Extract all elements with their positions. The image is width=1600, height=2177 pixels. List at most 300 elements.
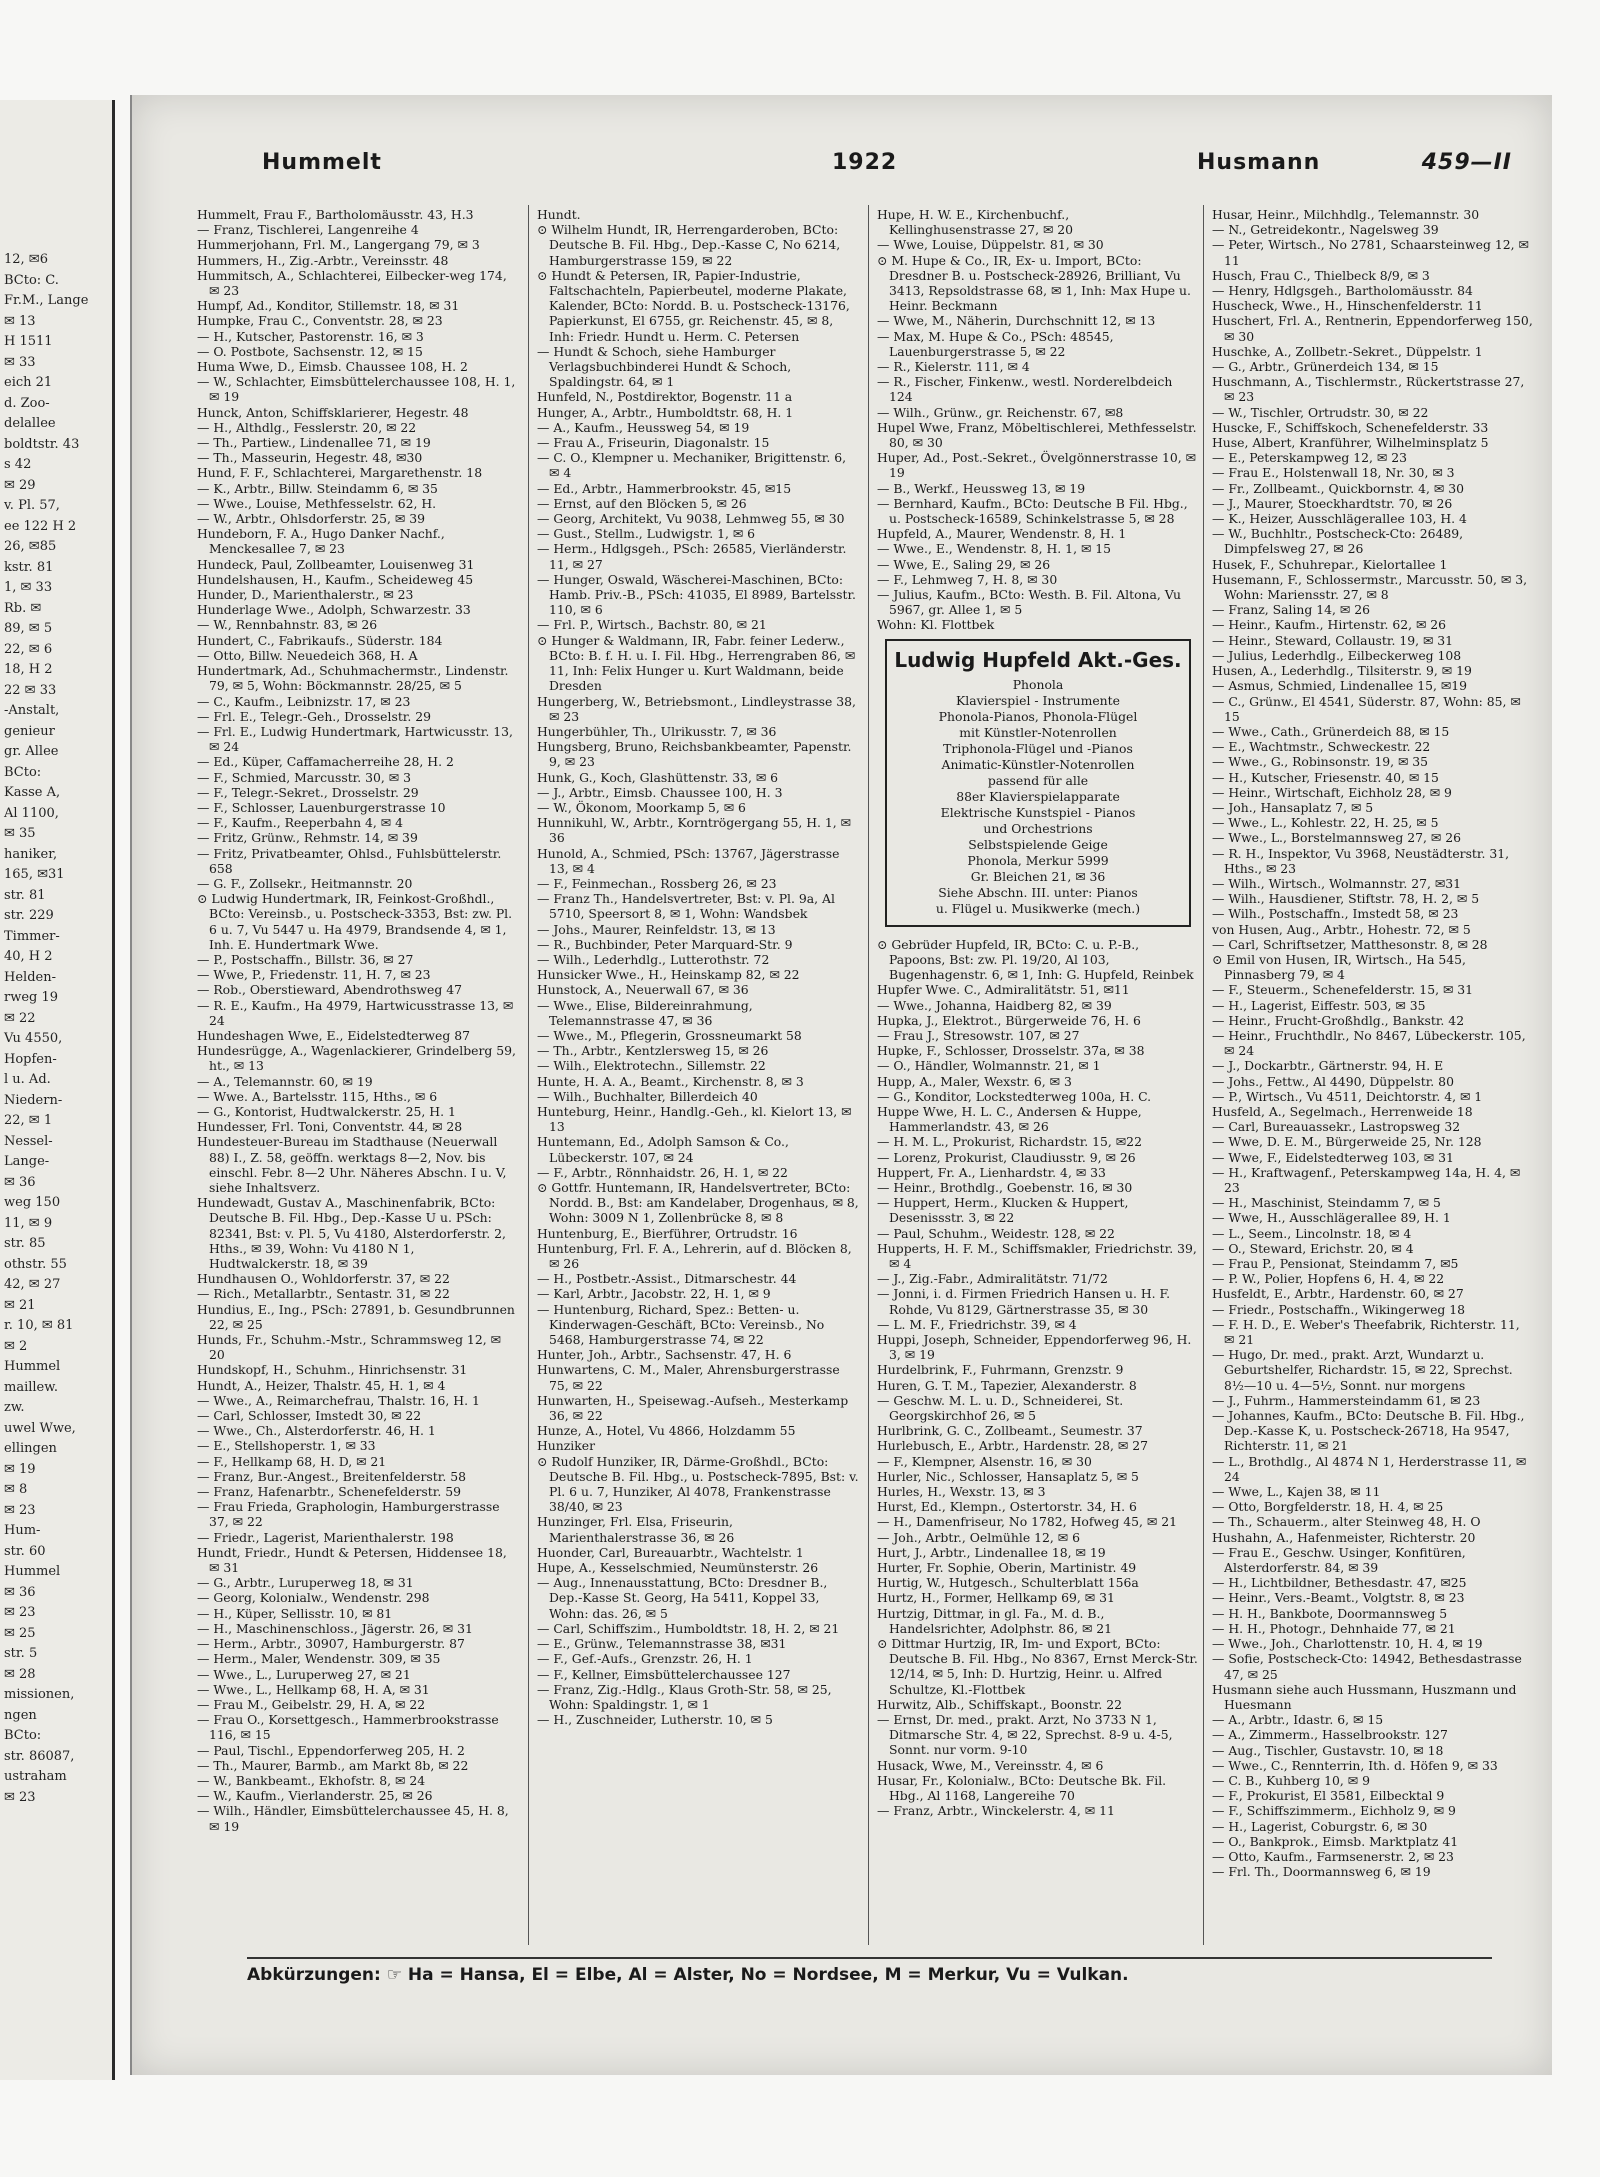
directory-entry: — Wwe., Joh., Charlottenstr. 10, H. 4, ✉ 19 — [1212, 1636, 1483, 1652]
directory-entry: — Jonni, i. d. Firmen Friedrich Hansen u. H. F. Rohde, Vu 8129, Gärtnerstrasse 35, ✉ 30 — [877, 1286, 1171, 1317]
directory-entry: — Wwe., Louise, Methfesselstr. 62, H. — [197, 495, 437, 511]
directory-entry: — C., Kaufm., Leibnizstr. 17, ✉ 23 — [197, 693, 411, 709]
directory-entry: — Karl, Arbtr., Jacobstr. 22, H. 1, ✉ 9 — [537, 1286, 771, 1302]
directory-entry: — Gust., Stellm., Ludwigstr. 1, ✉ 6 — [537, 526, 756, 542]
directory-entry: — H., Kutscher, Pastorenstr. 16, ✉ 3 — [197, 328, 424, 344]
directory-entry: Hunze, A., Hotel, Vu 4866, Holzdamm 55 — [537, 1423, 796, 1439]
directory-entry: — Wilh., Hausdiener, Stiftstr. 78, H. 2, ✉ 5 — [1212, 891, 1480, 907]
directory-page — [130, 95, 1552, 2075]
directory-entry: — F., Klempner, Alsenstr. 16, ✉ 30 — [877, 1453, 1092, 1469]
left-page-fragment: Lange- — [4, 1154, 50, 1169]
directory-entry: — R., Kielerstr. 111, ✉ 4 — [877, 359, 1030, 375]
left-page-fragment: othstr. 55 — [4, 1256, 67, 1272]
directory-entry: Huntenburg, Frl. F. A., Lehrerin, auf d. Blöcken 8, ✉ 26 — [537, 1240, 852, 1272]
directory-entry: Husfeldt, E., Arbtr., Hardenstr. 60, ✉ 27 — [1212, 1286, 1464, 1302]
directory-entry: — Hunger, Oswald, Wäscherei-Maschinen, BCto: Hamb. Priv.-B., PSch: 41035, El 8989, Bartelsstr. 110, ✉ 6 — [537, 571, 856, 618]
directory-entry: — Franz, Arbtr., Winckelerstr. 4, ✉ 11 — [877, 1803, 1115, 1819]
directory-entry: Hurtz, H., Former, Hellkamp 69, ✉ 31 — [877, 1590, 1115, 1606]
directory-entry: — G., Kontorist, Hudtwalckerstr. 25, H. 1 — [197, 1103, 456, 1119]
directory-entry: — E., Peterskampweg 12, ✉ 23 — [1212, 450, 1408, 466]
directory-entry: ⊙ Hundt & Petersen, IR, Papier-Industrie, Faltschachteln, Papierbeutel, moderne Plakate, Kalender, BCto: Nordd. B. u. Postscheck-13176, Papierkunst, El 6755, gr. Reichenstr. 45, ✉ 8, Inh: Friedr. Hundt u. Herm. C. Petersen — [537, 267, 850, 344]
directory-entry: — Asmus, Schmied, Lindenallee 15, ✉19 — [1212, 678, 1467, 694]
directory-entry: — Wwe., Johanna, Haidberg 82, ✉ 39 — [877, 997, 1112, 1013]
directory-entry: — Herm., Maler, Wendenstr. 309, ✉ 35 — [197, 1651, 441, 1667]
directory-entry: — P., Wirtsch., Vu 4511, Deichtorstr. 4, ✉ 1 — [1212, 1088, 1483, 1104]
directory-entry: Huschert, Frl. A., Rentnerin, Eppendorferweg 150, ✉ 30 — [1212, 313, 1533, 344]
directory-entry: — G. F., Zollsekr., Heitmannstr. 20 — [197, 875, 413, 891]
directory-entry: — Georg, Architekt, Vu 9038, Lehmweg 55, ✉ 30 — [537, 511, 845, 527]
directory-entry: ⊙ Dittmar Hurtzig, IR, Im- und Export, BCto: Deutsche B. Fil. Hbg., No 8367, Ernst Merck-Str. 12/14, ✉ 5, Inh: D. Hurtzig, Heinr. u. Alfred Schultze, Kl.-Flottbek — [877, 1636, 1198, 1697]
advertisement-title: Ludwig Hupfeld Akt.-Ges. — [894, 647, 1182, 672]
directory-entry: — Frau E., Geschw. Usinger, Konfitüren, Alsterdorferstr. 84, ✉ 39 — [1212, 1544, 1466, 1576]
directory-entry: — F., Telegr.-Sekret., Drosselstr. 29 — [197, 784, 419, 800]
directory-entry: — F., Gef.-Aufs., Grenzstr. 26, H. 1 — [537, 1651, 753, 1667]
directory-entry: — Heinr., Steward, Collaustr. 19, ✉ 31 — [1212, 632, 1454, 648]
directory-entry: Hupe, A., Kesselschmied, Neumünsterstr. 26 — [537, 1560, 819, 1576]
directory-entry: — Fritz, Grünw., Rehmstr. 14, ✉ 39 — [197, 830, 418, 846]
directory-entry: Hunwarten, H., Speisewag.-Aufseh., Mesterkamp 36, ✉ 22 — [537, 1392, 849, 1424]
directory-entry: — J., Fuhrm., Hammersteindamm 61, ✉ 23 — [1212, 1392, 1481, 1408]
directory-entry: — Frl. E., Ludwig Hundertmark, Hartwicusstr. 13, ✉ 24 — [197, 723, 513, 755]
left-page-fragment: zw. — [4, 1400, 25, 1415]
directory-entry: — J., Zig.-Fabr., Admiralitätstr. 71/72 — [877, 1271, 1108, 1287]
directory-entry: — E., Wachtmstr., Schweckestr. 22 — [1212, 739, 1431, 755]
advertisement-line: mit Künstler-Notenrollen — [959, 724, 1117, 740]
directory-entry: — A., Telemannstr. 60, ✉ 19 — [197, 1073, 373, 1089]
directory-entry: — H., Lichtbildner, Bethesdastr. 47, ✉25 — [1212, 1575, 1467, 1591]
directory-entry: von Husen, Aug., Arbtr., Hohestr. 72, ✉ 5 — [1212, 921, 1471, 937]
directory-entry: Hupp, A., Maler, Wexstr. 6, ✉ 3 — [877, 1073, 1072, 1089]
directory-entry: — L. M. F., Friedrichstr. 39, ✉ 4 — [877, 1316, 1077, 1332]
directory-entry: Husar, Fr., Kolonialw., BCto: Deutsche Bk. Fil. Hbg., Al 1168, Langereihe 70 — [877, 1772, 1167, 1804]
directory-entry: Hupfer Wwe. C., Admiralitätstr. 51, ✉11 — [877, 982, 1130, 998]
left-page-fragment: 22, ✉ 6 — [4, 641, 53, 657]
directory-entry: — Joh., Hansaplatz 7, ✉ 5 — [1212, 799, 1374, 815]
directory-entry: — Wwe, D. E. M., Bürgerweide 25, Nr. 128 — [1212, 1134, 1482, 1150]
left-page-fragment: ✉ 21 — [4, 1297, 36, 1313]
directory-entry: — Frau A., Friseurin, Diagonalstr. 15 — [537, 435, 770, 451]
directory-entry: Hundhausen O., Wohldorferstr. 37, ✉ 22 — [197, 1271, 450, 1287]
directory-entry: — F., Kaufm., Reeperbahn 4, ✉ 4 — [197, 815, 403, 831]
left-page-fragment: H 1511 — [4, 334, 53, 349]
directory-entry: — Frau J., Stresowstr. 107, ✉ 27 — [877, 1027, 1080, 1043]
directory-entry: — Ernst, auf den Blöcken 5, ✉ 26 — [537, 495, 747, 511]
directory-entry: — Huppert, Herm., Klucken & Huppert, Desenissstr. 3, ✉ 22 — [877, 1195, 1129, 1226]
left-page-fragment: ✉ 23 — [4, 1605, 36, 1620]
directory-entry: — F., Schlosser, Lauenburgerstrasse 10 — [197, 799, 446, 815]
directory-entry: — R., Buchbinder, Peter Marquard-Str. 9 — [537, 936, 793, 952]
directory-entry: — G., Arbtr., Luruperweg 18, ✉ 31 — [197, 1575, 414, 1591]
left-page-fragment: ✉ 35 — [4, 826, 36, 841]
directory-entry: Huscke, F., Schiffskoch, Schenefelderstr. 33 — [1212, 419, 1489, 435]
directory-entry: — K., Heizer, Ausschlägerallee 103, H. 4 — [1212, 511, 1467, 527]
directory-entry: — Otto, Billw. Neuedeich 368, H. A — [197, 647, 418, 663]
directory-entry: — Rob., Oberstieward, Abendrothsweg 47 — [197, 982, 462, 998]
directory-entry: — C., Grünw., El 4541, Süderstr. 87, Wohn: 85, ✉ 15 — [1212, 693, 1521, 724]
advertisement-line: Siehe Abschn. III. unter: Pianos — [938, 884, 1138, 900]
directory-column-4 — [1212, 207, 1534, 1937]
directory-entry: Hurter, Fr. Sophie, Oberin, Martinistr. 49 — [877, 1560, 1137, 1576]
directory-entry: — Frau Frieda, Graphologin, Hamburgerstrasse 37, ✉ 22 — [197, 1499, 500, 1530]
directory-entry: Hurtzig, Dittmar, in gl. Fa., M. d. B., Handelsrichter, Adolphstr. 86, ✉ 21 — [877, 1605, 1113, 1636]
directory-entry: — W., Schlachter, Eimsbüttelerchaussee 108, H. 1, ✉ 19 — [197, 374, 516, 405]
directory-entry: — Carl, Schriftsetzer, Matthesonstr. 8, ✉ 28 — [1212, 936, 1488, 952]
directory-entry: ⊙ Rudolf Hunziker, IR, Därme-Großhdl., BCto: Deutsche B. Fil. Hbg., u. Postscheck-7895, Bst: v. Pl. 6 u. 7, Hunziker, Al 4078, Frankenstrasse 38/40, ✉ 23 — [537, 1453, 859, 1515]
advertisement-line: Triphonola-Flügel und -Pianos — [943, 740, 1133, 756]
directory-entry: — G., Konditor, Lockstedterweg 100a, H. C. — [877, 1088, 1152, 1104]
left-page-fragment: ✉ 2 — [4, 1338, 28, 1354]
directory-entry: — R. E., Kaufm., Ha 4979, Hartwicusstrasse 13, ✉ 24 — [197, 997, 514, 1028]
directory-entry: — Herm., Arbtr., 30907, Hamburgerstr. 87 — [197, 1636, 465, 1652]
directory-entry: Hunk, G., Koch, Glashüttenstr. 33, ✉ 6 — [537, 769, 779, 785]
left-page-fragment: haniker, — [4, 846, 58, 862]
left-page-fragment: 89, ✉ 5 — [4, 621, 53, 636]
directory-entry: — Wwe, F., Eidelstedterweg 103, ✉ 31 — [1212, 1149, 1454, 1165]
left-page-fragment: ✉ 36 — [4, 1584, 36, 1600]
directory-entry: ⊙ Hunger & Waldmann, IR, Fabr. feiner Lederw., BCto: B. f. H. u. I. Fil. Hbg., Herrengraben 86, ✉ 11, Inh: Felix Hunger u. Kurt Waldmann, beide Dresden — [537, 632, 856, 694]
directory-entry: Huse, Albert, Kranführer, Wilhelminsplatz 5 — [1212, 435, 1489, 451]
directory-entry: — J., Arbtr., Eimsb. Chaussee 100, H. 3 — [537, 784, 783, 800]
directory-entry: Hungerberg, W., Betriebsmont., Lindleystrasse 38, ✉ 23 — [537, 693, 856, 724]
directory-entry: — W., Buchhltr., Postscheck-Cto: 26489, Dimpfelsweg 27, ✉ 26 — [1212, 526, 1464, 557]
directory-entry: — Wwe., G., Robinsonstr. 19, ✉ 35 — [1212, 754, 1429, 770]
directory-entry: Hundesteuer-Bureau im Stadthause (Neuerwall 88) I., Z. 58, geöffn. werktags 8—2, Nov. bis einschl. Febr. 8—2 Uhr. Näheres Abschn. I u. V, siehe Inhaltsverz. — [197, 1134, 507, 1195]
directory-entry: Huschmann, A., Tischlermstr., Rückertstrasse 27, ✉ 23 — [1212, 374, 1525, 405]
directory-entry: Hungerbühler, Th., Ulrikusstr. 7, ✉ 36 — [537, 723, 777, 739]
directory-entry: — E., Stellshoperstr. 1, ✉ 33 — [197, 1438, 376, 1454]
directory-entry: — P., Postschaffn., Billstr. 36, ✉ 27 — [197, 951, 414, 967]
directory-entry: Hundewadt, Gustav A., Maschinenfabrik, BCto: Deutsche B. Fil. Hbg., Dep.-Kasse U u. PSch: 82341, Bst: v. Pl. 5, Vu 4180, Alsterdorferstr. 2, Hths., ✉ 39, Wohn: Vu 4180 N 1, Hudtwalckerstr. 18, ✉ 39 — [197, 1195, 506, 1272]
directory-entry: — Wilh., Wirtsch., Wolmannstr. 27, ✉31 — [1212, 875, 1462, 891]
directory-entry: — F., Hellkamp 68, H. D, ✉ 21 — [197, 1453, 387, 1469]
left-page-fragment: rweg 19 — [4, 990, 59, 1005]
directory-entry: — Th., Arbtr., Kentzlersweg 15, ✉ 26 — [537, 1043, 769, 1059]
directory-entry: Hurlebusch, E., Arbtr., Hardenstr. 28, ✉ 27 — [877, 1438, 1148, 1454]
directory-entry: — L., Brothdlg., Al 4874 N 1, Herderstrasse 11, ✉ 24 — [1212, 1453, 1527, 1484]
directory-entry: Huschke, A., Zollbetr.-Sekret., Düppelstr. 1 — [1212, 343, 1483, 359]
directory-entry: — Wilh., Buchhalter, Billerdeich 40 — [537, 1088, 758, 1104]
directory-entry: Wohn: Kl. Flottbek — [877, 617, 995, 633]
directory-entry: Husek, F., Schuhrepar., Kielortallee 1 — [1212, 556, 1448, 572]
left-page-fragment: Vu 4550, — [4, 1031, 63, 1046]
left-page-fragment: ustraham — [4, 1769, 67, 1784]
directory-entry: — Otto, Borgfelderstr. 18, H. 4, ✉ 25 — [1212, 1499, 1444, 1515]
column-divider — [868, 205, 869, 1945]
directory-entry: — Wwe., L., Borstelmannsweg 27, ✉ 26 — [1212, 830, 1461, 846]
advertisement-line: Phonola — [1012, 676, 1064, 692]
directory-entry: — Ernst, Dr. med., prakt. Arzt, No 3733 N 1, Ditmarsche Str. 4, ✉ 22, Sprechst. 8-9 u. 4-5, Sonnt. nur vorm. 9-10 — [877, 1712, 1173, 1758]
directory-entry: Huper, Ad., Post.-Sekret., Övelgönnerstrasse 10, ✉ 19 — [877, 450, 1197, 481]
header-year: 1922 — [832, 150, 898, 175]
directory-entry: Hundeshagen Wwe, E., Eidelstedterweg 87 — [197, 1027, 470, 1043]
left-page-fragment: ✉ 13 — [4, 313, 36, 329]
directory-entry: — Franz, Saling 14, ✉ 26 — [1212, 602, 1371, 618]
directory-entry: — Wilh., Grünw., gr. Reichenstr. 67, ✉8 — [877, 404, 1124, 420]
directory-entry: Hurles, H., Wexstr. 13, ✉ 3 — [877, 1484, 1046, 1499]
directory-entry: — Hundt & Schoch, siehe Hamburger Verlagsbuchbinderei Hundt & Schoch, Spaldingstr. 64, ✉ 1 — [537, 343, 792, 390]
directory-entry: Hummers, H., Zig.-Arbtr., Vereinsstr. 48 — [197, 252, 449, 268]
directory-entry: Hungsberg, Bruno, Reichsbankbeamter, Papenstr. 9, ✉ 23 — [537, 739, 852, 770]
directory-entry: — H., Küper, Sellisstr. 10, ✉ 81 — [197, 1605, 393, 1621]
left-page-fragment: ✉ 23 — [4, 1789, 36, 1805]
left-page-fragment: BCto: — [4, 764, 42, 780]
left-page-fragment: BCto: — [4, 1728, 42, 1743]
directory-entry: — O., Steward, Erichstr. 20, ✉ 4 — [1212, 1240, 1414, 1256]
directory-entry: — H., Lagerist, Coburgstr. 6, ✉ 30 — [1212, 1818, 1428, 1834]
directory-entry: — G., Arbtr., Grünerdeich 134, ✉ 15 — [1212, 359, 1439, 375]
directory-entry: — O., Bankprok., Eimsb. Marktplatz 41 — [1212, 1833, 1459, 1849]
directory-entry: Husmann siehe auch Hussmann, Huszmann und Huesmann — [1212, 1681, 1517, 1712]
left-page-fragment: str. 86087, — [4, 1748, 75, 1764]
left-page-fragment: Rb. ✉ — [4, 600, 42, 616]
directory-entry: Husack, Wwe, M., Vereinsstr. 4, ✉ 6 — [877, 1757, 1104, 1773]
left-page-fragments — [0, 100, 112, 1808]
directory-entry: — Wwe. A., Bartelsstr. 115, Hths., ✉ 6 — [197, 1088, 438, 1104]
directory-entry: Husar, Heinr., Milchhdlg., Telemannstr. 30 — [1212, 207, 1480, 222]
directory-entry: Husch, Frau C., Thielbeck 8/9, ✉ 3 — [1212, 267, 1430, 283]
directory-entry: — Henry, Hdlgsgeh., Bartholomäusstr. 84 — [1212, 283, 1473, 299]
left-page-fragment: str. 60 — [4, 1543, 46, 1559]
left-page-fragment: BCto: C. — [4, 272, 59, 288]
column-divider — [528, 205, 529, 1945]
left-page-fragment: genieur — [4, 723, 55, 739]
directory-entry: Hundelshausen, H., Kaufm., Scheideweg 45 — [197, 571, 474, 587]
directory-entry: — Sofie, Postscheck-Cto: 14942, Bethesdastrasse 47, ✉ 25 — [1212, 1651, 1522, 1682]
directory-entry: — Huntenburg, Richard, Spez.: Betten- u. Kinderwagen-Geschäft, BCto: Vereinsb., No 5468, Hamburgerstrasse 74, ✉ 22 — [537, 1301, 825, 1348]
directory-entry: — Wwe., M., Pflegerin, Grossneumarkt 58 — [537, 1027, 802, 1043]
directory-entry: — W., Ökonom, Moorkamp 5, ✉ 6 — [537, 799, 746, 815]
left-page-fragment: boldtstr. 43 — [4, 436, 80, 452]
directory-entry: Hund, F. F., Schlachterei, Margarethenstr. 18 — [197, 465, 483, 481]
column-divider — [1203, 205, 1204, 1945]
directory-entry: ⊙ M. Hupe & Co., IR, Ex- u. Import, BCto: Dresdner B. u. Postscheck-28926, Brilliant, Vu 3413, Repsoldstrasse 68, ✉ 1, Inh: Max Hupe u. Heinr. Beckmann — [877, 252, 1191, 314]
directory-entry: Hundertmark, Ad., Schuhmachermstr., Lindenstr. 79, ✉ 5, Wohn: Böckmannstr. 28/25, ✉ 5 — [197, 663, 509, 694]
directory-entry: — Frau M., Geibelstr. 29, H. A, ✉ 22 — [197, 1696, 426, 1712]
directory-entry: — Wwe., L., Luruperweg 27, ✉ 21 — [197, 1666, 411, 1682]
advertisement-line: und Orchestrions — [983, 820, 1093, 836]
directory-entry: — Ed., Arbtr., Hammerbrookstr. 45, ✉15 — [537, 480, 792, 496]
left-page-fragment: 165, ✉31 — [4, 867, 65, 882]
left-page-fragment: uwel Wwe, — [4, 1420, 76, 1436]
directory-entry: — Julius, Kaufm., BCto: Westh. B. Fil. Altona, Vu 5967, gr. Allee 1, ✉ 5 — [877, 587, 1181, 618]
directory-entry: Humpke, Frau C., Conventstr. 28, ✉ 23 — [197, 313, 443, 329]
directory-entry: — Lorenz, Prokurist, Claudiusstr. 9, ✉ 26 — [877, 1149, 1136, 1165]
directory-entry: Huonder, Carl, Bureauarbtr., Wachtelstr. 1 — [537, 1544, 804, 1560]
left-page-fragment: ellingen — [4, 1441, 57, 1456]
directory-entry: Hundeck, Paul, Zollbeamter, Louisenweg 31 — [197, 556, 475, 572]
left-page-fragment: Nessel- — [4, 1133, 53, 1149]
directory-entry: Hunsicker Wwe., H., Heinskamp 82, ✉ 22 — [537, 967, 800, 983]
left-page-fragment: Niedern- — [4, 1092, 63, 1108]
directory-entry: — Heinr., Wirtschaft, Eichholz 28, ✉ 9 — [1212, 784, 1452, 800]
directory-entry: Hundesser, Frl. Toni, Conventstr. 44, ✉ 28 — [197, 1119, 463, 1135]
left-page-fragment: d. Zoo- — [4, 395, 50, 411]
directory-entry: — Wwe., Ch., Alsterdorferstr. 46, H. 1 — [197, 1423, 436, 1439]
directory-entry: Hundeborn, F. A., Hugo Danker Nachf., Menckesallee 7, ✉ 23 — [197, 526, 445, 557]
left-page-fragment: ✉ 8 — [4, 1482, 28, 1497]
directory-entry: — Geschw. M. L. u. D., Schneiderei, St. Georgskirchhof 26, ✉ 5 — [877, 1392, 1124, 1423]
directory-entry: — Aug., Innenausstattung, BCto: Dresdner B., Dep.-Kasse St. Georg, Ha 5411, Koppel 33, Wohn: das. 26, ✉ 5 — [537, 1575, 828, 1621]
left-page-fragment: 22 ✉ 33 — [4, 682, 57, 698]
directory-entry: — H., Maschinenschloss., Jägerstr. 26, ✉ 31 — [197, 1620, 473, 1636]
directory-entry: — Frau P., Pensionat, Steindamm 7, ✉5 — [1212, 1256, 1459, 1272]
header-right-keyword: Husmann — [1197, 150, 1321, 175]
directory-entry: Hundt. — [537, 207, 581, 222]
directory-entry: — Friedr., Postschaffn., Wikingerweg 18 — [1212, 1301, 1466, 1317]
directory-entry: Husemann, F., Schlossermstr., Marcusstr. 50, ✉ 3, Wohn: Mariensstr. 27, ✉ 8 — [1212, 571, 1528, 603]
directory-entry: — Paul, Tischl., Eppendorferweg 205, H. 2 — [197, 1742, 465, 1758]
left-page-fragment: ngen — [4, 1707, 37, 1723]
directory-entry: — R. H., Inspektor, Vu 3968, Neustädterstr. 31, Hths., ✉ 23 — [1212, 845, 1510, 876]
directory-entry: — J., Dockarbtr., Gärtnerstr. 94, H. E — [1212, 1058, 1444, 1074]
directory-entry: — Bernhard, Kaufm., BCto: Deutsche B Fil. Hbg., u. Postscheck-16589, Schinkelstrasse 5, ✉ 28 — [877, 495, 1188, 527]
directory-entry: Hunfeld, N., Postdirektor, Bogenstr. 11 a — [537, 389, 793, 405]
directory-entry: Huma Wwe, D., Eimsb. Chaussee 108, H. 2 — [197, 359, 468, 375]
left-page-fragment: kstr. 81 — [4, 559, 54, 575]
directory-entry: — F., Schmied, Marcusstr. 30, ✉ 3 — [197, 769, 411, 785]
directory-entry: Hundt, A., Heizer, Thalstr. 45, H. 1, ✉ 4 — [197, 1377, 446, 1393]
directory-entry: — Wilh., Händler, Eimsbüttelerchaussee 45, H. 8, ✉ 19 — [197, 1803, 509, 1834]
directory-entry: — Th., Partiew., Lindenallee 71, ✉ 19 — [197, 435, 431, 451]
directory-entry: — H., Maschinist, Steindamm 7, ✉ 5 — [1212, 1195, 1441, 1211]
directory-entry: — Heinr., Fruchthdlr., No 8467, Lübeckerstr. 105, ✉ 24 — [1212, 1027, 1526, 1059]
directory-entry: Hundesrügge, A., Wagenlackierer, Grindelberg 59, ht., ✉ 13 — [197, 1043, 516, 1074]
directory-entry: Hundius, E., Ing., PSch: 27891, b. Gesundbrunnen 22, ✉ 25 — [197, 1301, 515, 1332]
left-page-fragment: s 42 — [4, 457, 32, 472]
directory-entry: — F., Kellner, Eimsbüttelerchaussee 127 — [537, 1666, 791, 1682]
left-page-fragment: Hum- — [4, 1523, 41, 1538]
directory-entry: Hurt, J., Arbtr., Lindenallee 18, ✉ 19 — [877, 1544, 1106, 1560]
directory-entry: — H., Kutscher, Friesenstr. 40, ✉ 15 — [1212, 769, 1439, 785]
left-page-fragment: ✉ 33 — [4, 354, 36, 370]
directory-entry: Hunteburg, Heinr., Handlg.-Geh., kl. Kielort 13, ✉ 13 — [537, 1103, 852, 1135]
directory-entry: — Wwe, H., Ausschlägerallee 89, H. 1 — [1212, 1210, 1451, 1226]
directory-entry: Hupfeld, A., Maurer, Wendenstr. 8, H. 1 — [877, 526, 1127, 542]
directory-entry: — Carl, Bureauassekr., Lastropsweg 32 — [1212, 1119, 1461, 1135]
directory-entry: Hushahn, A., Hafenmeister, Richterstr. 20 — [1212, 1529, 1476, 1545]
directory-entry: — Th., Maurer, Barmb., am Markt 8b, ✉ 22 — [197, 1757, 469, 1773]
left-page-fragment: r. 10, ✉ 81 — [4, 1318, 74, 1333]
directory-entry: ⊙ Gebrüder Hupfeld, IR, BCto: C. u. P.-B., Papoons, Bst: zw. Pl. 19/20, Al 103, Bugenhagenstr. 6, ✉ 1, Inh: G. Hupfeld, Reinbek — [877, 936, 1194, 983]
left-page-fragment: 11, ✉ 9 — [4, 1215, 53, 1231]
left-page-fragment: str. 81 — [4, 887, 46, 903]
directory-entry: — Frau E., Holstenwall 18, Nr. 30, ✉ 3 — [1212, 465, 1455, 481]
directory-entry: — Franz, Hafenarbtr., Schenefelderstr. 59 — [197, 1484, 461, 1500]
left-page-fragment: l u. Ad. — [4, 1072, 51, 1087]
directory-entry: — Paul, Schuhm., Weidestr. 128, ✉ 22 — [877, 1225, 1115, 1241]
left-page-fragment: ✉ 28 — [4, 1666, 36, 1682]
directory-entry: — Wilh., Postschaffn., Imstedt 58, ✉ 23 — [1212, 906, 1459, 922]
directory-entry: — C. B., Kuhberg 10, ✉ 9 — [1212, 1772, 1371, 1788]
directory-entry: — R., Fischer, Finkenw., westl. Norderelbdeich 124 — [877, 374, 1173, 405]
directory-entry: — C. O., Klempner u. Mechaniker, Brigittenstr. 6, ✉ 4 — [537, 450, 847, 481]
directory-entry: — H., Kraftwagenf., Peterskampweg 14a, H. 4, ✉ 23 — [1212, 1164, 1521, 1195]
directory-entry: — Franz, Bur.-Angest., Breitenfelderstr. 58 — [197, 1468, 466, 1484]
directory-entry: — Wwe., C., Rennterrin, Ith. d. Höfen 9, ✉ 33 — [1212, 1757, 1498, 1773]
directory-entry: Hunstock, A., Neuerwall 67, ✉ 36 — [537, 982, 749, 998]
left-page-fragment: str. 85 — [4, 1236, 46, 1251]
directory-entry: — Johs., Maurer, Reinfeldstr. 13, ✉ 13 — [537, 921, 776, 937]
directory-entry: — A., Zimmerm., Hasselbrookstr. 127 — [1212, 1727, 1448, 1743]
directory-entry: — Wilh., Elektrotechn., Sillemstr. 22 — [537, 1058, 766, 1074]
left-page-fragment: weg 150 — [4, 1195, 61, 1210]
left-page-fragment: ✉ 23 — [4, 1502, 36, 1518]
directory-entry: Hurdelbrink, F., Fuhrmann, Grenzstr. 9 — [877, 1362, 1124, 1378]
left-page-edge — [0, 100, 115, 2080]
directory-entry: Hunter, Joh., Arbtr., Sachsenstr. 47, H. 6 — [537, 1347, 792, 1363]
left-page-fragment: ✉ 36 — [4, 1174, 36, 1190]
directory-entry: Hunderlage Wwe., Adolph, Schwarzestr. 33 — [197, 602, 471, 618]
directory-entry: Hurwitz, Alb., Schiffskapt., Boonstr. 22 — [877, 1696, 1123, 1712]
directory-entry: Huppi, Joseph, Schneider, Eppendorferweg 96, H. 3, ✉ 19 — [877, 1331, 1192, 1363]
directory-column-1 — [197, 207, 519, 1937]
left-page-fragment: ✉ 25 — [4, 1625, 36, 1641]
directory-entry: Hunger, A., Arbtr., Humboldtstr. 68, H. 1 — [537, 404, 794, 420]
directory-entry: — Aug., Tischler, Gustavstr. 10, ✉ 18 — [1212, 1742, 1444, 1758]
left-page-fragment: str. 5 — [4, 1646, 38, 1661]
left-page-fragment: Timmer- — [4, 928, 60, 944]
left-page-fragment: missionen, — [4, 1687, 75, 1702]
directory-entry: Huppe Wwe, H. L. C., Andersen & Huppe, Hammerlandstr. 43, ✉ 26 — [877, 1103, 1142, 1135]
directory-entry: — Heinr., Vers.-Beamt., Volgtstr. 8, ✉ 23 — [1212, 1590, 1465, 1606]
directory-entry: Hurlbrink, G. C., Zollbeamt., Seumestr. 37 — [877, 1423, 1143, 1439]
left-page-fragment: str. 229 — [4, 908, 54, 923]
directory-entry: — A., Arbtr., Idastr. 6, ✉ 15 — [1212, 1712, 1384, 1728]
directory-entry: — Ed., Küper, Caffamacherreihe 28, H. 2 — [197, 754, 454, 770]
directory-entry: — F., Prokurist, El 3581, Eilbecktal 9 — [1212, 1788, 1445, 1804]
directory-entry: Huntemann, Ed., Adolph Samson & Co., Lübeckerstr. 107, ✉ 24 — [537, 1134, 789, 1165]
left-page-fragment: 22, ✉ 1 — [4, 1113, 53, 1128]
directory-entry: ⊙ Wilhelm Hundt, IR, Herrengarderoben, BCto: Deutsche B. Fil. Hbg., Dep.-Kasse C, No 6214, Hamburgerstrasse 159, ✉ 22 — [537, 222, 841, 268]
directory-entry: — W., Arbtr., Ohlsdorferstr. 25, ✉ 39 — [197, 511, 425, 527]
directory-entry: Hunziker — [537, 1438, 596, 1454]
directory-entry: — F., Lehmweg 7, H. 8, ✉ 30 — [877, 571, 1058, 587]
directory-entry: — O., Händler, Wolmannstr. 21, ✉ 1 — [877, 1058, 1101, 1074]
advertisement-line: 88er Klavierspielapparate — [956, 788, 1120, 804]
page-number: 459—II — [1421, 150, 1512, 175]
directory-entry: Hunte, H. A. A., Beamt., Kirchenstr. 8, ✉ 3 — [537, 1073, 804, 1089]
left-page-fragment: ee 122 H 2 — [4, 518, 77, 534]
directory-entry: Hundert, C., Fabrikaufs., Süderstr. 184 — [197, 632, 443, 648]
directory-entry: — Hugo, Dr. med., prakt. Arzt, Wundarzt u. Geburtshelfer, Richardstr. 15, ✉ 22, Sprechst. 8½—10 u. 4—5½, Sonnt. nur morgens — [1212, 1347, 1513, 1393]
directory-entry: — Peter, Wirtsch., No 2781, Schaarsteinweg 12, ✉ 11 — [1212, 237, 1529, 268]
directory-entry: — F., Arbtr., Rönnhaidstr. 26, H. 1, ✉ 22 — [537, 1164, 788, 1180]
directory-entry: — H. M. L., Prokurist, Richardstr. 15, ✉22 — [877, 1134, 1142, 1150]
hupfeld-advertisement — [885, 639, 1191, 927]
left-page-fragment: -Anstalt, — [4, 703, 60, 718]
header-left-keyword: Hummelt — [262, 150, 382, 175]
directory-entry: — Wwe., L., Hellkamp 68, H. A, ✉ 31 — [197, 1681, 430, 1697]
directory-entry: — Georg, Kolonialw., Wendenstr. 298 — [197, 1590, 430, 1606]
directory-entry: — W., Tischler, Ortrudstr. 30, ✉ 22 — [1212, 404, 1429, 420]
left-page-fragment: maillew. — [4, 1379, 58, 1395]
directory-entry: — B., Werkf., Heussweg 13, ✉ 19 — [877, 480, 1086, 496]
directory-entry: Husen, A., Lederhdlg., Tilsiterstr. 9, ✉ 19 — [1212, 663, 1472, 679]
directory-entry: — Franz Th., Handelsvertreter, Bst: v. Pl. 9a, Al 5710, Speersort 8, ✉ 1, Wohn: Wandsbek — [537, 891, 835, 922]
directory-entry: ⊙ Gottfr. Huntemann, IR, Handelsvertreter, BCto: Nordd. B., Bst: am Kandelaber, Drogenhaus, ✉ 8, Wohn: 3009 N 1, Zollenbrücke 8, ✉ 8 — [537, 1180, 859, 1226]
page-header — [192, 150, 1512, 190]
left-page-fragment: 26, ✉85 — [4, 539, 57, 554]
directory-entry: Hunck, Anton, Schiffsklarierer, Hegestr. 48 — [197, 404, 469, 420]
directory-entry: — L., Seem., Lincolnstr. 18, ✉ 4 — [1212, 1225, 1412, 1241]
directory-entry: — Wwe, E., Saling 29, ✉ 26 — [877, 556, 1051, 572]
directory-entry: — Friedr., Lagerist, Marienthalerstr. 198 — [197, 1529, 454, 1545]
advertisement-line: Phonola, Merkur 5999 — [967, 852, 1109, 868]
left-page-fragment: ✉ 22 — [4, 1010, 36, 1026]
directory-entry: Hundt, Friedr., Hundt & Petersen, Hiddensee 18, ✉ 31 — [197, 1544, 507, 1576]
directory-entry: Hummitsch, A., Schlachterei, Eilbecker-weg 174, ✉ 23 — [197, 267, 507, 299]
left-page-fragment: Helden- — [4, 969, 56, 985]
